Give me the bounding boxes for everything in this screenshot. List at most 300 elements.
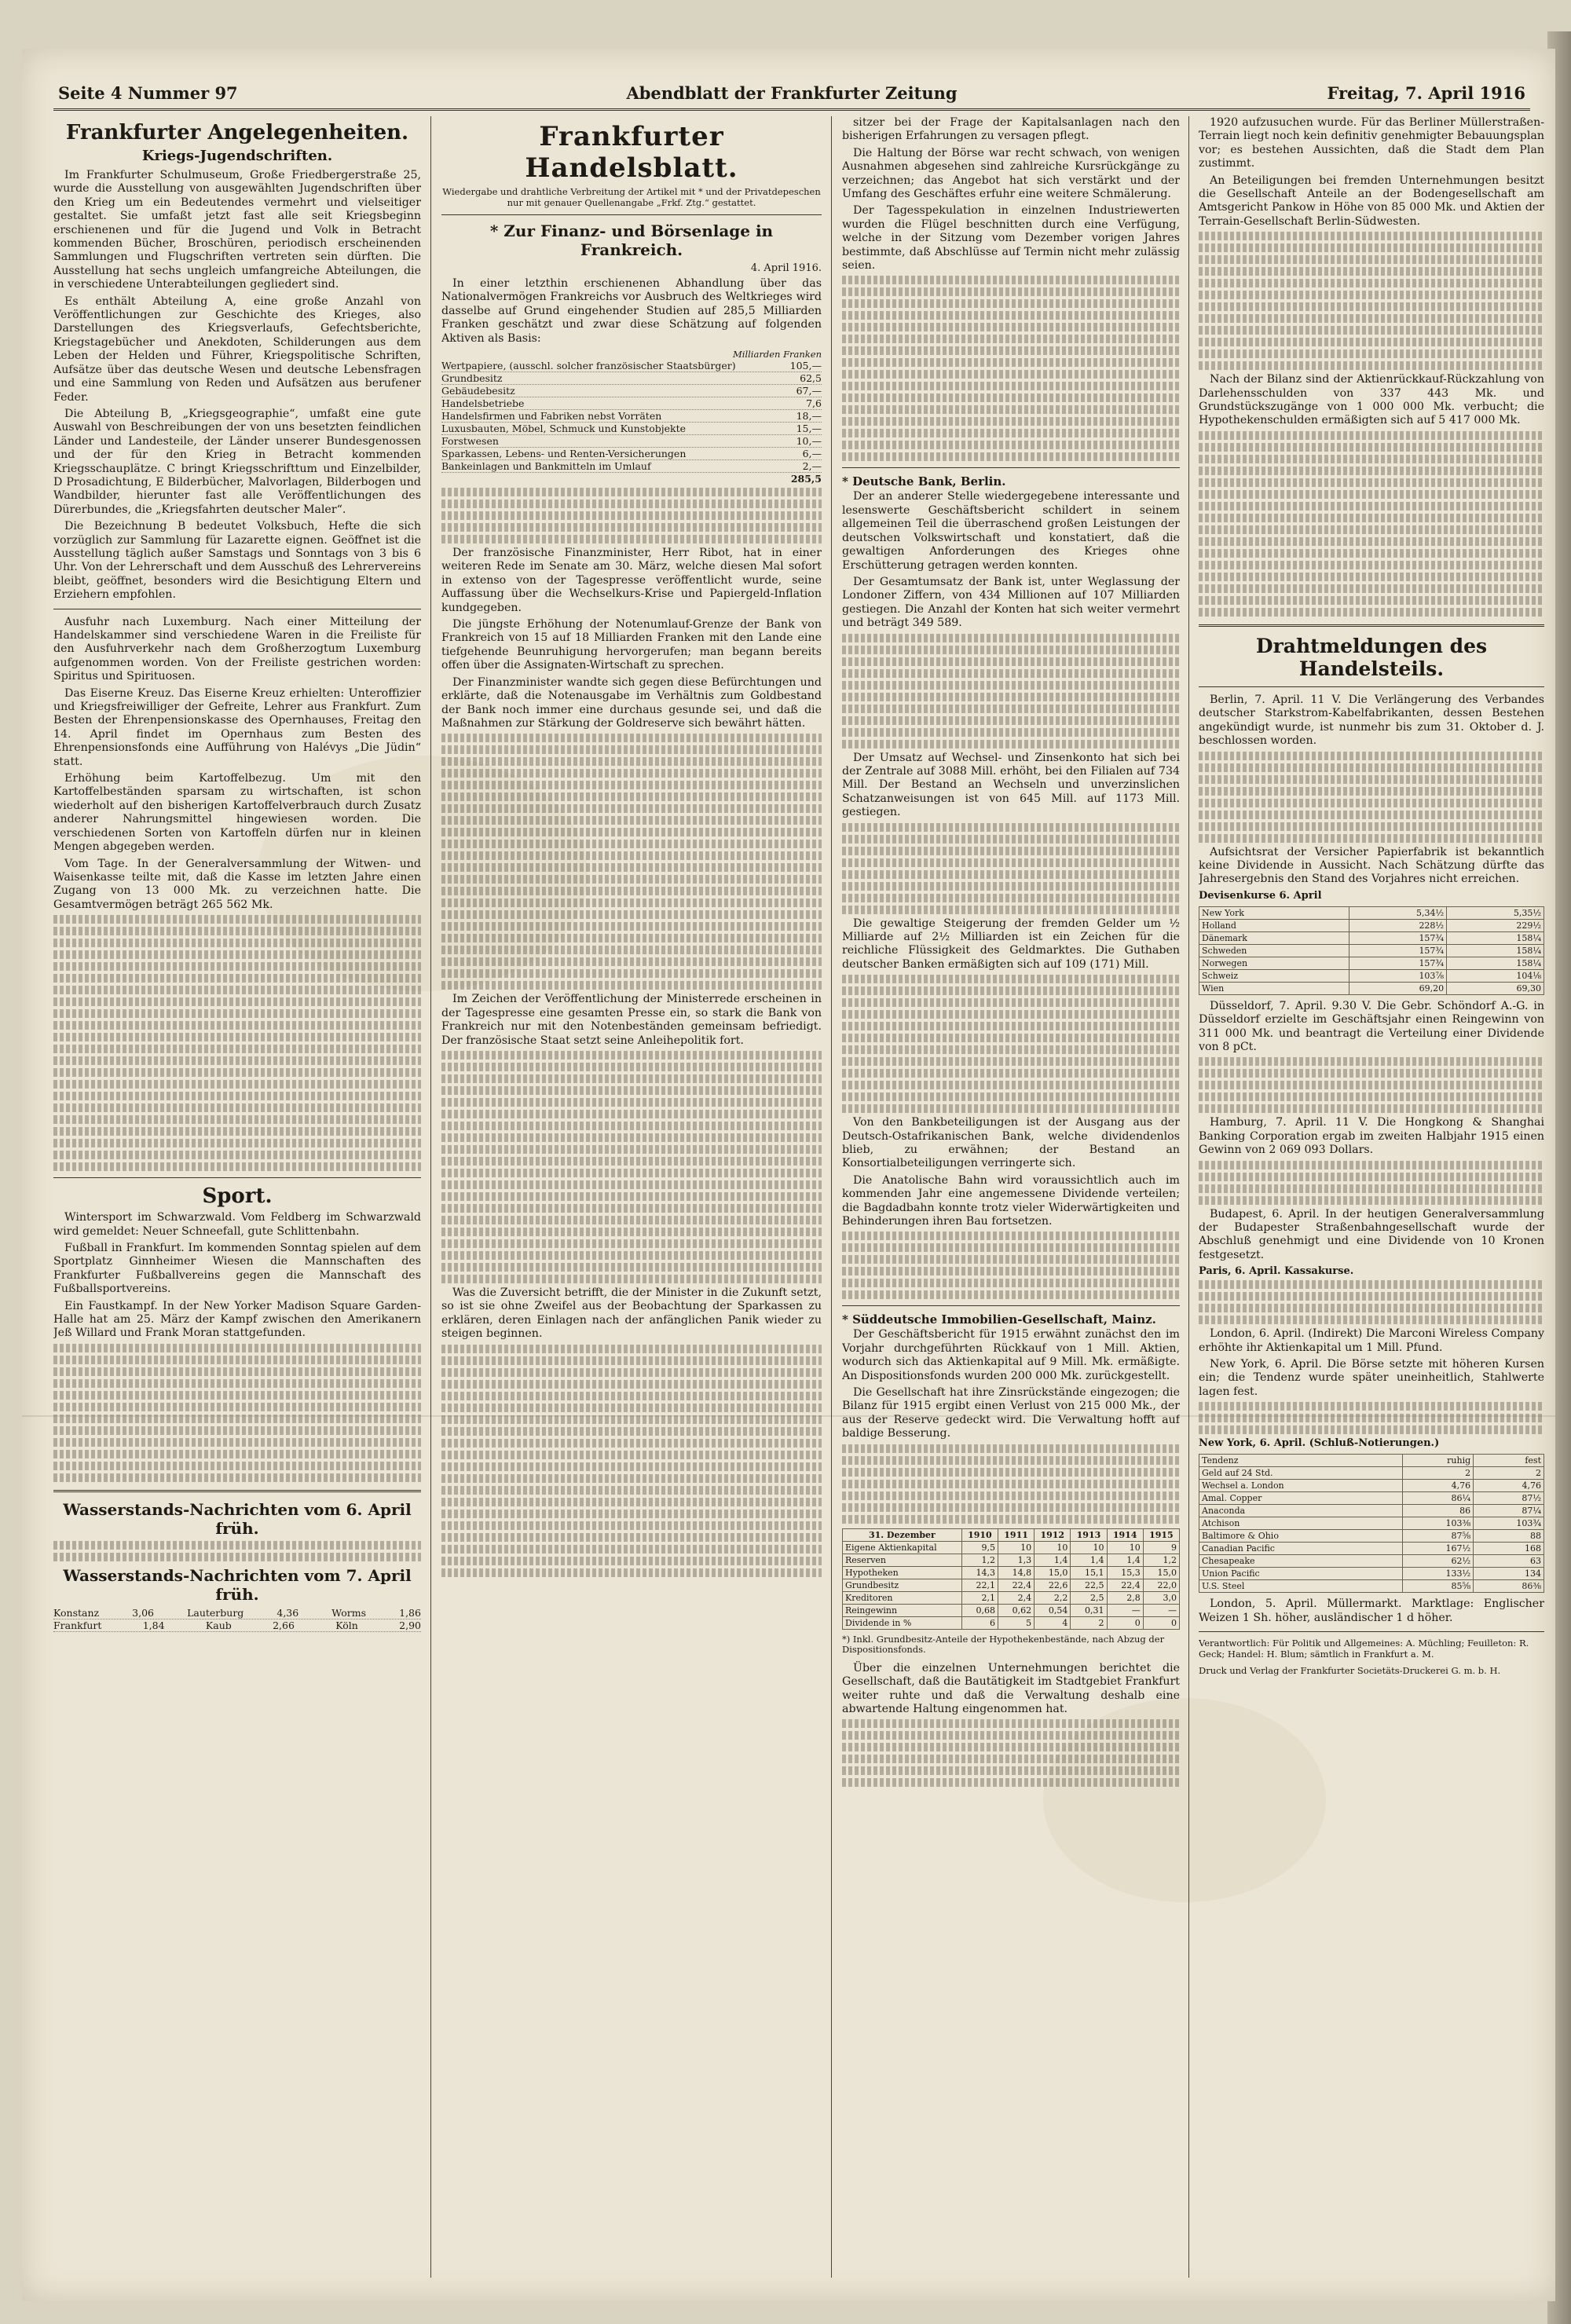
text-line: [441, 523, 822, 532]
asset-label: Handelsbetriebe: [441, 397, 525, 410]
asset-value: 18,—: [796, 410, 822, 423]
table-cell: 86¼: [1403, 1492, 1474, 1505]
table-header-cell: 1911: [998, 1528, 1034, 1541]
text-line: [1199, 232, 1544, 240]
text-line: [53, 1379, 421, 1388]
asset-row: [441, 372, 822, 385]
table-cell: Holland: [1199, 919, 1349, 931]
asset-row: [441, 360, 822, 372]
table-cell: 229½: [1447, 919, 1544, 931]
article-paragraph: Von den Bankbeteiligungen ist der Ausgang aus der Deutsch-Ostafrikanischen Bank, welche dividendenlos blieb, zu erwähnen; der Bestand an Konsortialbeteiligungen verringerte sich.: [842, 1116, 1180, 1170]
text-line: [842, 1743, 1180, 1751]
text-line: [842, 986, 1180, 995]
text-line: [842, 906, 1180, 914]
table-caption: Milliarden Franken: [733, 349, 822, 360]
text-line: [842, 1290, 1180, 1299]
text-line: [1199, 279, 1544, 287]
quote-row: [1199, 1543, 1544, 1555]
text-line: [842, 728, 1180, 737]
text-line: [53, 986, 421, 994]
text-line: [842, 740, 1180, 748]
text-line: [53, 1068, 421, 1077]
text-line: [441, 1404, 822, 1412]
text-line: [53, 927, 421, 935]
table-cell: 9,5: [961, 1541, 998, 1554]
text-line: [53, 1127, 421, 1136]
text-line: [1199, 291, 1544, 299]
text-line: [842, 705, 1180, 713]
text-line: [441, 969, 822, 978]
wire-report: London, 5. April. Müllermarkt. Marktlage: Englischer Weizen 1 Sh. höher, ausländischer 1 d höher.: [1199, 1598, 1544, 1624]
text-line: [441, 1122, 822, 1130]
article-paragraph: Was die Zuversicht betrifft, die der Minister in die Zukunft setzt, so ist sie ohne Zweifel aus der Beobachtung der Sparkassen zu erklären, deren Einlagen nach der anfänglichen Panik wieder zu steigen beginnen.: [441, 1286, 822, 1341]
text-line: [441, 1462, 822, 1471]
text-line: [441, 1533, 822, 1542]
text-line: [1199, 1292, 1544, 1301]
table-cell: Dividende in %: [843, 1616, 962, 1629]
table-cell: 2,1: [961, 1591, 998, 1604]
text-line: [53, 1021, 421, 1030]
text-line: [1199, 822, 1544, 831]
text-line: [1199, 1196, 1544, 1205]
text-line: [842, 1081, 1180, 1089]
quote-row: [1199, 1505, 1544, 1517]
table-cell: 15,3: [1107, 1566, 1143, 1579]
article-paragraph: Die Abteilung B, „Kriegsgeographie“, umfaßt eine gute Auswahl von Beschreibungen der von uns besetzten feindlichen Länder und Landesteile, der Länder unserer Bundesgenossen und der für den Krieg in Betracht kommenden Kriegsschauplätze. C bringt Kriegsschrifttum und Einzelbilder, D Prosadichtung, E Bilderbücher, Malvorlagen, Bilderbogen und Wandbilder, hierunter fast alle Veröffentlichungen des Dürerbundes, die „Kriegsfahrten deutscher Maler“.: [53, 407, 421, 516]
text-line: [1199, 1414, 1544, 1422]
text-line: [441, 828, 822, 836]
text-line: [1199, 1173, 1544, 1181]
asset-label: Sparkassen, Lebens- und Renten-Versicherungen: [441, 448, 687, 460]
text-line: [441, 781, 822, 789]
asset-label: Luxusbauten, Möbel, Schmuck und Kunstobjekte: [441, 423, 686, 435]
text-line: [441, 1392, 822, 1400]
article-paragraph: sitzer bei der Frage der Kapitalsanlagen nach den bisherigen Erfahrungen zu versagen pflegt.: [842, 116, 1180, 143]
text-line: [441, 1356, 822, 1365]
text-line: [53, 974, 421, 983]
table-cell: 158¼: [1447, 944, 1544, 957]
text-line: [53, 1553, 421, 1561]
asset-row: [441, 410, 822, 423]
text-line: [53, 1103, 421, 1112]
text-line: [842, 1491, 1180, 1500]
text-line: [53, 1115, 421, 1124]
quote-row: [1199, 1455, 1544, 1467]
text-line: [842, 405, 1180, 414]
article-paragraph: Es enthält Abteilung A, eine große Anzahl von Veröffentlichungen zur Geschichte des Krieges, also Darstellungen des Kriegsverlaufs, Gefechtsberichte, Kriegstagebücher und Anekdoten, Schilderungen aus dem Leben der Helden und Führer, Kriegspolitische Schriften, Aufsätze über das deutsche Wesen und deutsche Lebensfragen und eine Sammlung von Reden und Aufsätzen aus berufener Feder.: [53, 295, 421, 404]
table-cell: 15,0: [1143, 1566, 1179, 1579]
text-line: [1199, 267, 1544, 276]
text-line: [53, 1162, 421, 1171]
text-line: [441, 1557, 822, 1565]
article-paragraph: Die Gesellschaft hat ihre Zinsrückstände eingezogen; die Bilanz für 1915 ergibt einen Verlust von 215 000 Mk., der aus der Reserve gedeckt wird. Die Verwaltung hofft auf baldige Besserung.: [842, 1386, 1180, 1440]
table-cell: Union Pacific: [1199, 1568, 1403, 1580]
text-line: [842, 276, 1180, 284]
table-cell: 0,54: [1035, 1604, 1071, 1616]
article-paragraph: Ein Faustkampf. In der New Yorker Madison Square Garden-Halle hat am 25. März der Kampf zwischen den Amerikanern Jeß Willard und Frank Moran stattgefunden.: [53, 1299, 421, 1340]
quote-heading: Paris, 6. April. Kassakurse.: [1199, 1265, 1354, 1278]
table-cell: 1,2: [961, 1554, 998, 1566]
article-paragraph: Erhöhung beim Kartoffelbezug. Um mit den Kartoffelbeständen sparsam zu wirtschaften, ist schon wiederholt auf den bisherigen Kartoffelverbrauch durch Zusatz anderer Nahrungsmittel hingewiesen worden. Die verschiedenen Sorten von Kartoffeln dürfen nur in kleinen Mengen abgegeben werden.: [53, 772, 421, 854]
asset-row: [441, 448, 822, 460]
section-title-commerce: Frankfurter Handelsblatt.: [525, 121, 738, 184]
article-paragraph: Der Geschäftsbericht für 1915 erwähnt zunächst den im Vorjahr durchgeführten Rückkauf von 1 Mill. Aktien, wodurch sich das Aktienkapital auf 9 Mill. Mk. ermäßigte. An Dispositionsfonds wurden 200 000 Mk. zurückgestellt.: [842, 1328, 1180, 1382]
text-line: [441, 488, 822, 496]
table-cell: 15,0: [1035, 1566, 1071, 1579]
table-header-cell: 1915: [1143, 1528, 1179, 1541]
text-line: [53, 915, 421, 924]
table-cell: 86⅜: [1474, 1580, 1544, 1593]
water-level-row: Konstanz 3,06 Lauterburg 4,36 Worms 1,86: [53, 1606, 421, 1619]
quote-row: [1199, 1467, 1544, 1480]
table-cell: 2: [1071, 1616, 1107, 1629]
table-cell: 85⅝: [1403, 1580, 1474, 1593]
text-line: [1199, 811, 1544, 819]
text-line: [53, 1139, 421, 1147]
article-heading: * Süddeutsche Immobilien-Gesellschaft, Mainz.: [842, 1312, 1156, 1327]
section-title-sport: Sport.: [202, 1184, 273, 1209]
quote-row: [1199, 1530, 1544, 1543]
table-cell: 5: [998, 1616, 1034, 1629]
asset-label: Forstwesen: [441, 435, 499, 448]
text-line: [441, 840, 822, 848]
text-line: [842, 370, 1180, 379]
divider: [1199, 1631, 1544, 1632]
text-line: [53, 1462, 421, 1470]
asset-label: Bankeinlagen und Bankmitteln im Umlauf: [441, 460, 651, 473]
table-cell: 133½: [1403, 1568, 1474, 1580]
table-cell: 1,3: [998, 1554, 1034, 1566]
text-line: [842, 1731, 1180, 1740]
text-line: [441, 1275, 822, 1283]
text-line: [441, 1439, 822, 1447]
table-cell: 14,8: [998, 1566, 1034, 1579]
table-cell: 87½: [1474, 1492, 1544, 1505]
text-line: [1199, 255, 1544, 264]
text-line: [1199, 537, 1544, 546]
table-header-cell: 1910: [961, 1528, 998, 1541]
quote-row: [1199, 931, 1544, 944]
text-line: [441, 734, 822, 742]
table-cell: 5,35½: [1447, 906, 1544, 919]
quote-row: [1199, 944, 1544, 957]
table-footnote: *) Inkl. Grundbesitz-Anteile der Hypothekenbestände, nach Abzug der Dispositionsfonds.: [842, 1633, 1165, 1656]
section-title-wire: Drahtmeldungen des Handelsteils.: [1255, 634, 1488, 680]
divider: [53, 1490, 421, 1492]
text-line: [1199, 1081, 1544, 1089]
table-cell: 9: [1143, 1541, 1179, 1554]
text-line: [1199, 596, 1544, 605]
table-cell: 2,5: [1071, 1591, 1107, 1604]
text-line: [1199, 1069, 1544, 1078]
text-line: [842, 975, 1180, 983]
quote-row: [1199, 1555, 1544, 1568]
text-line: [441, 910, 822, 919]
text-line: [53, 1473, 421, 1482]
table-cell: Grundbesitz: [843, 1579, 962, 1591]
text-line: [53, 1438, 421, 1447]
asset-row: [441, 385, 822, 397]
text-line: [842, 634, 1180, 642]
table-cell: 228½: [1349, 919, 1447, 931]
divider: [441, 214, 822, 215]
text-line: [842, 835, 1180, 844]
text-line: [441, 816, 822, 825]
newspaper-page: [22, 49, 1555, 2301]
text-line: [441, 1510, 822, 1518]
table-cell: 22,4: [998, 1579, 1034, 1591]
article-paragraph: Der Finanzminister wandte sich gegen diese Befürchtungen und erklärte, daß die Notenausgabe im Verhältnis zum Goldbestand der Bank noch immer eine durchaus gesunde sei, und daß die Maßnahmen zur Stärkung der Goldreserve sich bewährt hätten.: [441, 675, 822, 730]
text-line: [441, 934, 822, 942]
article-paragraph: Ausfuhr nach Luxemburg. Nach einer Mitteilung der Handelskammer sind verschiedene Waren in die Freiliste für den Ausfuhrverkehr nach dem Großherzogtum Luxemburg aufgenommen worden. Von der Freiliste gestrichen worden: Spiritus und Spirituosen.: [53, 615, 421, 683]
text-line: [842, 1456, 1180, 1465]
article-paragraph: Über die einzelnen Unternehmungen berichtet die Gesellschaft, daß die Bautätigkeit im Stadtgebiet Frankfurt weiter ruhte und daß die Verwaltung deshalb eine abwartende Haltung eingenommen hat.: [842, 1661, 1180, 1715]
text-line: [441, 1239, 822, 1248]
quote-row: [1199, 1580, 1544, 1593]
text-line: [441, 863, 822, 872]
table-cell: ruhig: [1403, 1455, 1474, 1467]
text-line: [441, 898, 822, 907]
table-cell: 10: [1035, 1541, 1071, 1554]
text-line: [441, 1415, 822, 1424]
quote-row: [1199, 1492, 1544, 1505]
text-line: [53, 1092, 421, 1100]
table-cell: 103⅜: [1403, 1517, 1474, 1530]
text-line: [842, 441, 1180, 449]
table-cell: Eigene Aktienkapital: [843, 1541, 962, 1554]
text-line: [1199, 1092, 1544, 1101]
text-line: [53, 1415, 421, 1423]
table-cell: 86: [1403, 1505, 1474, 1517]
asset-value: 7,6: [806, 397, 822, 410]
text-line: [842, 998, 1180, 1007]
text-line: [842, 1267, 1180, 1275]
asset-row: [441, 435, 822, 448]
text-line: [842, 323, 1180, 331]
text-line: [441, 1051, 822, 1060]
text-line: [842, 335, 1180, 343]
text-line: [441, 957, 822, 966]
exchange-rate-table: [1199, 906, 1544, 995]
text-line: [1199, 1104, 1544, 1113]
table-cell: 1,4: [1035, 1554, 1071, 1566]
text-line: [842, 1057, 1180, 1066]
text-line: [842, 1444, 1180, 1453]
table-cell: 3,0: [1143, 1591, 1179, 1604]
text-line: [842, 311, 1180, 320]
text-line: [1199, 1304, 1544, 1312]
table-cell: Norwegen: [1199, 957, 1349, 969]
text-line: [1199, 1426, 1544, 1434]
asset-row: [441, 397, 822, 410]
text-line: [441, 1498, 822, 1506]
article-paragraph: Der französische Finanzminister, Herr Ribot, hat in einer weiteren Rede im Senate am 30. März, welche diesen Mal sofort in extenso von der Tagespresse veröffentlicht wurde, seine Auffassung über die Wechselkurs-Krise und Papiergeld-Inflation kundgegeben.: [441, 547, 822, 614]
text-line: [842, 894, 1180, 902]
table-cell: Wechsel a. London: [1199, 1480, 1403, 1492]
quote-row: [1199, 1568, 1544, 1580]
table-cell: Atchison: [1199, 1517, 1403, 1530]
text-line: [1199, 1161, 1544, 1169]
text-line: [441, 1474, 822, 1483]
table-cell: 22,5: [1071, 1579, 1107, 1591]
column-commerce: [441, 116, 822, 2282]
table-cell: 5,34½: [1349, 906, 1447, 919]
table-cell: 1,4: [1071, 1554, 1107, 1566]
table-cell: fest: [1474, 1455, 1544, 1467]
asset-row: [441, 460, 822, 473]
text-line: [1199, 1316, 1544, 1324]
text-line: [1199, 1280, 1544, 1289]
text-line: [842, 1255, 1180, 1264]
text-line: [53, 1056, 421, 1065]
table-cell: Kreditoren: [843, 1591, 962, 1604]
table-cell: Reserven: [843, 1554, 962, 1566]
text-line: [1199, 431, 1544, 440]
masthead-title: Abendblatt der Frankfurter Zeitung: [626, 83, 958, 103]
text-line: [842, 858, 1180, 867]
asset-row: [441, 423, 822, 435]
table-cell: 0,68: [961, 1604, 998, 1616]
text-line: [441, 769, 822, 778]
section-title-local: Frankfurter Angelegenheiten.: [65, 121, 409, 145]
table-cell: 2: [1403, 1467, 1474, 1480]
text-line: [842, 382, 1180, 390]
asset-label: Grundbesitz: [441, 372, 503, 385]
table-cell: 69,30: [1447, 982, 1544, 994]
text-line: [842, 693, 1180, 701]
table-row: [843, 1604, 1180, 1616]
text-line: [842, 1719, 1180, 1728]
article-paragraph: Die jüngste Erhöhung der Notenumlauf-Grenze der Bank von Frankreich von 15 auf 18 Milliarden Franken mit den Lande eine tiefgehende Beunruhigung hervorgerufen; man begann bereits offen über die Assignaten-Wirtschaft zu sprechen.: [441, 618, 822, 672]
text-line: [53, 1426, 421, 1435]
asset-value: 10,—: [796, 435, 822, 448]
quote-heading: Devisenkurse 6. April: [1199, 889, 1322, 902]
table-cell: Wien: [1199, 982, 1349, 994]
table-cell: 0,31: [1071, 1604, 1107, 1616]
article-paragraph: Das Eiserne Kreuz. Das Eiserne Kreuz erhielten: Unteroffizier und Kriegsfreiwilliger der Gefreite, Lehrer aus Frankfurt. Zum Besten der Ehrenpensionskasse des Opernhauses, Freitag den 14. April findet im Opernhaus zum Besten des Ehrenpensionsfonds eine Aufführung von Halévys „Die Jüdin“ statt.: [53, 686, 421, 768]
wire-report: Aufsichtsrat der Versicher Papierfabrik ist bekanntlich keine Dividende in Aussicht. Nach Schätzung dürfte das Jahresergebnis den Stand des Vorjahres nicht erreichen.: [1199, 845, 1544, 886]
table-cell: 63: [1474, 1555, 1544, 1568]
reprint-note: Wiedergabe und drahtliche Verbreitung der Artikel mit * und der Privatdepeschen nur mit genauer Quellenangabe „Frkf. Ztg.“ gestattet.: [442, 186, 821, 208]
text-line: [842, 1503, 1180, 1512]
text-line: [1199, 763, 1544, 772]
column-finance: [842, 116, 1180, 2282]
table-cell: 1,4: [1107, 1554, 1143, 1566]
column-wire-reports: [1199, 116, 1544, 2282]
text-line: [842, 287, 1180, 296]
table-cell: 0: [1143, 1616, 1179, 1629]
text-line: [842, 657, 1180, 666]
table-cell: 69,20: [1349, 982, 1447, 994]
quote-row: [1199, 969, 1544, 982]
table-cell: 104⅛: [1447, 969, 1544, 982]
table-cell: 2: [1474, 1467, 1544, 1480]
water-level-heading: Wasserstands-Nachrichten vom 7. April früh.: [63, 1565, 412, 1604]
article-paragraph: Der Gesamtumsatz der Bank ist, unter Weglassung der Londoner Ziffern, von 434 Millionen auf 107 Milliarden gestiegen. Die Anzahl der Konten hat sich weiter vermehrt und beträgt 349 589.: [842, 575, 1180, 630]
quote-row: [1199, 1517, 1544, 1530]
text-line: [842, 1034, 1180, 1042]
article-paragraph: 1920 aufzusuchen wurde. Für das Berliner Müllerstraßen-Terrain liegt noch kein definitiv genehmigter Bebauungsplan vor; es bestehen Aussichten, daß die Stadt dem Plan zustimmt.: [1199, 116, 1544, 170]
text-line: [842, 1778, 1180, 1787]
text-line: [1199, 525, 1544, 534]
table-row: [843, 1554, 1180, 1566]
table-cell: 15,1: [1071, 1566, 1107, 1579]
text-line: [53, 1009, 421, 1018]
text-line: [842, 299, 1180, 308]
divider: [53, 1177, 421, 1178]
text-line: [842, 669, 1180, 678]
table-cell: 103¾: [1474, 1517, 1544, 1530]
text-line: [441, 981, 822, 990]
text-line: [441, 1086, 822, 1095]
table-cell: 103⅞: [1349, 969, 1447, 982]
text-line: [441, 792, 822, 801]
text-line: [53, 1356, 421, 1364]
text-line: [441, 1216, 822, 1224]
quote-heading: New York, 6. April. (Schluß-Notierungen.): [1199, 1437, 1440, 1450]
text-line: [1199, 502, 1544, 511]
text-line: [1199, 775, 1544, 784]
text-line: [1199, 549, 1544, 558]
text-line: [53, 950, 421, 959]
table-cell: 2,4: [998, 1591, 1034, 1604]
table-row: [843, 1566, 1180, 1579]
text-line: [441, 745, 822, 754]
text-line: [53, 1080, 421, 1089]
table-header-row: [843, 1528, 1180, 1541]
wire-report: New York, 6. April. Die Börse setzte mit höheren Kursen ein; die Tendenz wurde später uneinheitlich, Stahlwerte lagen fest.: [1199, 1358, 1544, 1398]
table-row: [843, 1616, 1180, 1629]
text-line: [842, 393, 1180, 402]
column-local-news: [53, 116, 421, 2282]
text-line: [842, 358, 1180, 367]
table-cell: 10: [998, 1541, 1034, 1554]
text-line: [441, 1063, 822, 1071]
table-cell: Anaconda: [1199, 1505, 1403, 1517]
article-paragraph: Die Haltung der Börse war recht schwach, von wenigen Ausnahmen abgesehen sind zahlreiche Kursrückgänge zu verzeichnen; das Angebot hat sich verstärkt und der Umfang des Geschäftes erfuhr eine weitere Schmälerung.: [842, 146, 1180, 201]
text-line: [441, 1545, 822, 1554]
text-line: [441, 1521, 822, 1530]
table-cell: 88: [1474, 1530, 1544, 1543]
text-line: [441, 1169, 822, 1177]
text-line: [842, 1069, 1180, 1078]
asset-value: 6,—: [802, 448, 822, 460]
article-paragraph: Fußball in Frankfurt. Im kommenden Sonntag spielen auf dem Sportplatz Ginnheimer Wiesen die Mannschaften des Frankfurter Fußballvereins gegen die Mannschaft des Fußballsportvereins.: [53, 1241, 421, 1296]
water-level-row: Frankfurt 1,84 Kaub 2,66 Köln 2,90: [53, 1619, 421, 1631]
text-line: [842, 823, 1180, 832]
table-cell: 168: [1474, 1543, 1544, 1555]
text-line: [842, 1243, 1180, 1252]
asset-label: Gebäudebesitz: [441, 385, 515, 397]
text-line: [842, 646, 1180, 654]
table-row: [843, 1579, 1180, 1591]
table-cell: 2,2: [1035, 1591, 1071, 1604]
asset-value: 67,—: [796, 385, 822, 397]
text-line: [441, 500, 822, 508]
text-line: [1199, 1057, 1544, 1066]
text-line: [441, 922, 822, 931]
text-line: [842, 1010, 1180, 1019]
table-cell: 22,6: [1035, 1579, 1071, 1591]
issue-date: Freitag, 7. April 1916: [1327, 83, 1525, 103]
text-line: [441, 1368, 822, 1377]
table-cell: Chesapeake: [1199, 1555, 1403, 1568]
table-cell: Reingewinn: [843, 1604, 962, 1616]
text-line: [1199, 338, 1544, 346]
divider: [1199, 686, 1544, 687]
table-cell: U.S. Steel: [1199, 1580, 1403, 1593]
text-line: [441, 1180, 822, 1189]
